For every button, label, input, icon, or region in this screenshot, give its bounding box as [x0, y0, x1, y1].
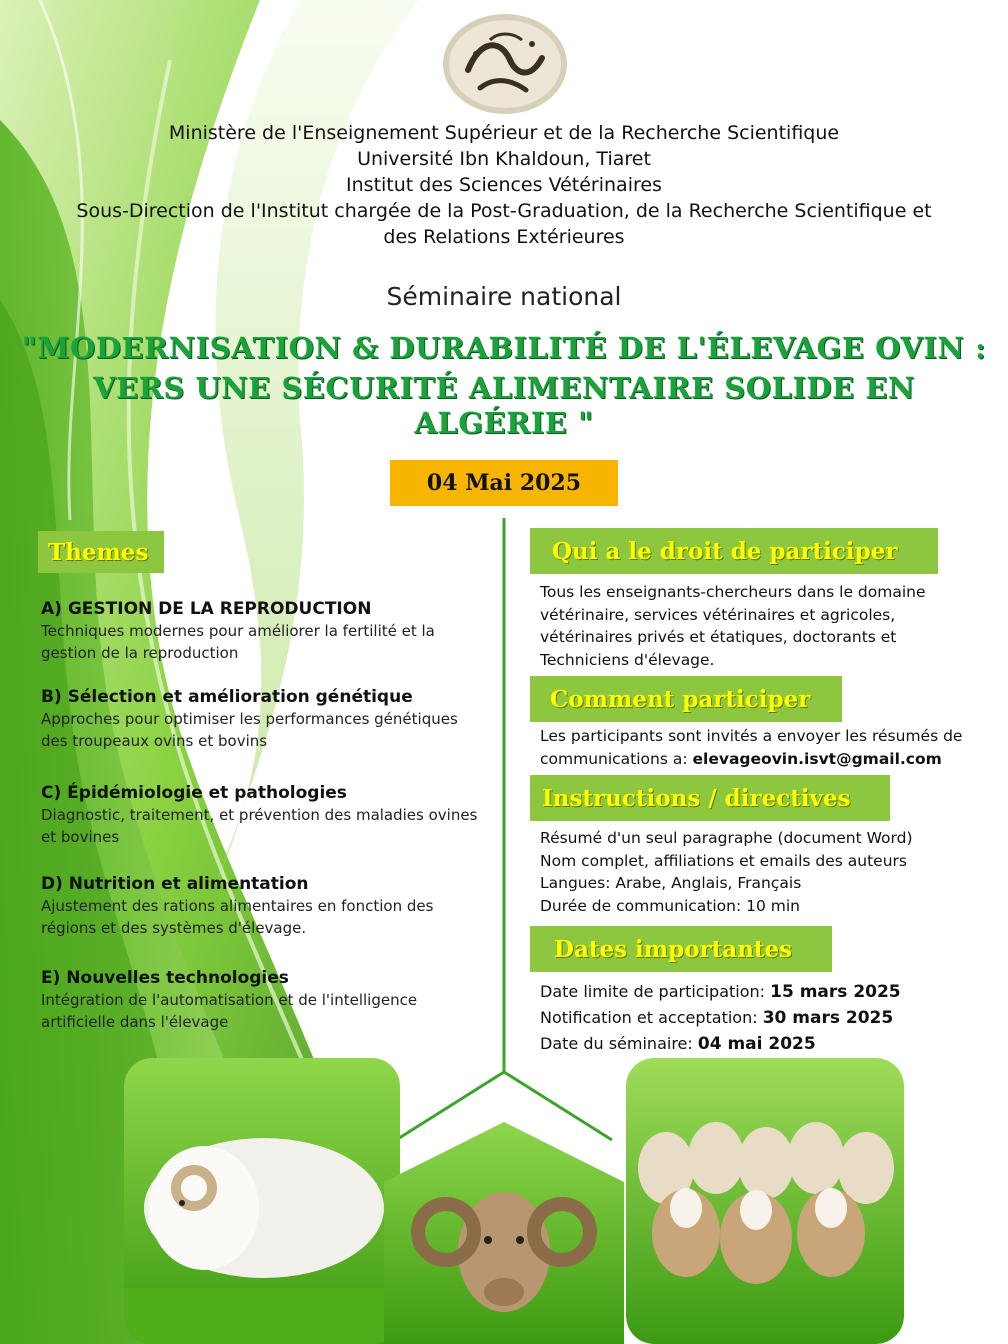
seminar-title-line-1: "MODERNISATION & DURABILITÉ DE L'ÉLEVAGE OVIN : [21, 331, 987, 365]
theme-item [41, 873, 481, 939]
header-line-relations: des Relations Extérieures [383, 226, 625, 248]
instructions-list [540, 827, 980, 917]
seminar-date-badge: 04 Mai 2025 [390, 460, 618, 506]
theme-description: Approches pour optimiser les performances génétiques des troupeaux ovins et bovins [41, 710, 458, 750]
date-item-value: 15 mars 2025 [770, 982, 901, 1002]
contact-email[interactable]: elevageovin.isvt@gmail.com [692, 749, 942, 768]
ram-photo-center [384, 1122, 624, 1344]
how-to-description: Les participants sont invités a envoyer les résumés de communications a: [540, 727, 963, 768]
dates-label: Dates importantes [530, 926, 832, 972]
seminar-type: Séminaire national [386, 282, 622, 311]
header-line-subdirection: Sous-Direction de l'Institut chargée de la Post-Graduation, de la Recherche Scientifique et [76, 200, 932, 222]
date-item-value: 30 mars 2025 [762, 1008, 894, 1028]
theme-title: B) Sélection et amélioration génétique [41, 687, 413, 707]
how-to-label: Comment participer [530, 676, 842, 722]
sheep-photo-left [124, 1058, 400, 1344]
institution-header [20, 120, 988, 250]
date-item-label: Date du séminaire: [540, 1034, 693, 1053]
theme-title: C) Épidémiologie et pathologies [41, 783, 347, 803]
theme-item [41, 782, 481, 848]
date-item [540, 1031, 980, 1057]
theme-description: Ajustement des rations alimentaires en fonction des régions et des systèmes d'élevage. [41, 897, 434, 937]
themes-list [41, 598, 481, 1033]
seminar-title [20, 328, 988, 438]
themes-label: Themes [38, 531, 164, 573]
important-dates-list [540, 979, 980, 1057]
participants-label: Qui a le droit de participer [530, 528, 938, 574]
theme-description: Diagnostic, traitement, et prévention des maladies ovines et bovines [41, 806, 478, 846]
theme-title: A) GESTION DE LA REPRODUCTION [41, 599, 372, 619]
theme-title: E) Nouvelles technologies [41, 968, 289, 988]
theme-title: D) Nutrition et alimentation [41, 874, 309, 894]
instructions-label: Instructions / directives [530, 775, 890, 821]
date-item-label: Notification et acceptation: [540, 1008, 758, 1027]
instruction-item: Nom complet, affiliations et emails des auteurs [540, 851, 907, 870]
participants-text: Tous les enseignants-chercheurs dans le domaine vétérinaire, services vétérinaires et agricoles, vétérinaires privés et étatiques, doctorants et Techniciens d'élevage. [540, 583, 926, 669]
date-item-label: Date limite de participation: [540, 982, 766, 1001]
how-to-text [540, 725, 980, 770]
instruction-item: Langues: Arabe, Anglais, Français [540, 874, 802, 892]
theme-description: Techniques modernes pour améliorer la fertilité et la gestion de la reproduction [41, 622, 435, 662]
instruction-item: Résumé d'un seul paragraphe (document Word) [540, 829, 913, 847]
date-item [540, 1005, 980, 1031]
seminar-title-line-2: VERS UNE SÉCURITÉ ALIMENTAIRE SOLIDE EN [93, 371, 915, 405]
header-line-ministry: Ministère de l'Enseignement Supérieur et de la Recherche Scientifique [168, 122, 840, 144]
university-logo [440, 10, 570, 118]
sheep-flock-photo-right [626, 1058, 904, 1344]
theme-item [41, 598, 481, 664]
date-item [540, 979, 980, 1005]
header-line-university: Université Ibn Khaldoun, Tiaret [357, 148, 651, 170]
instruction-item: Durée de communication: 10 min [540, 896, 800, 915]
seminar-title-line-3: ALGÉRIE " [414, 406, 594, 440]
theme-item [41, 967, 481, 1033]
header-line-institute: Institut des Sciences Vétérinaires [346, 174, 662, 196]
date-item-value: 04 mai 2025 [697, 1034, 816, 1054]
theme-description: Intégration de l'automatisation et de l'intelligence artificielle dans l'élevage [41, 991, 418, 1031]
theme-item [41, 686, 481, 752]
